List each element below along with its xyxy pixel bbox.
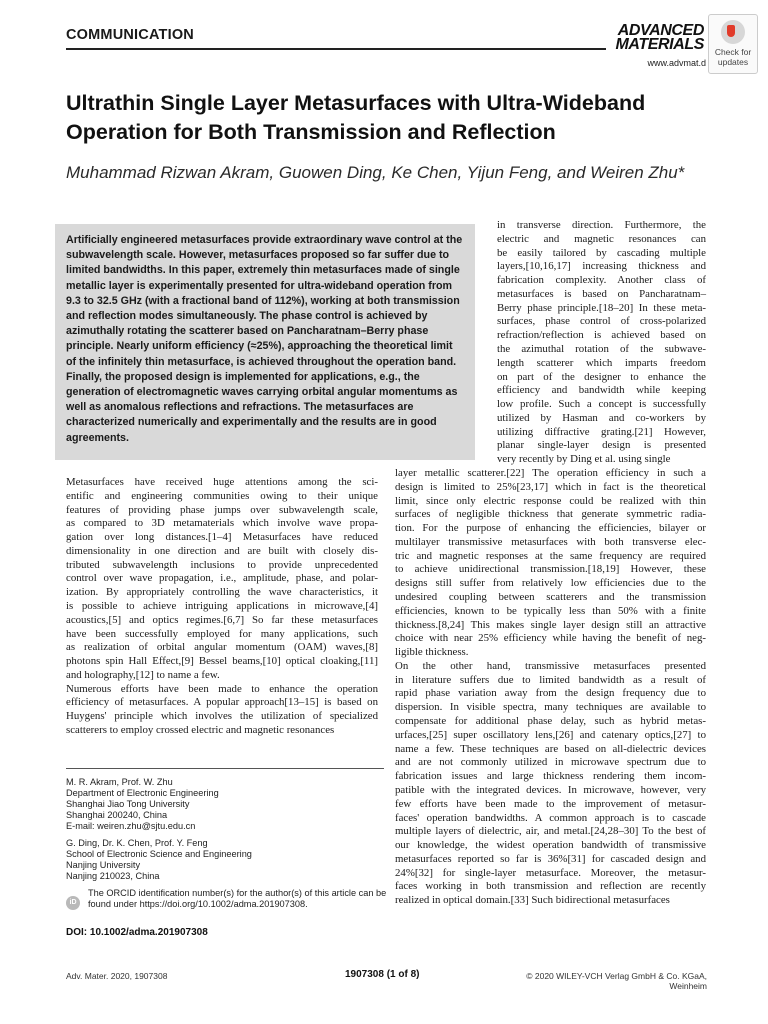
body-text-line: layers,[10,16,17] increasing thickness and [497, 260, 706, 273]
section-label: COMMUNICATION [66, 27, 194, 43]
body-text-line: entific and engineering communities owing to their unique [66, 489, 378, 502]
affiliation-line: G. Ding, Dr. K. Chen, Prof. Y. Feng [66, 838, 208, 848]
logo-line-1: ADVANCED [617, 22, 704, 39]
body-text-line: 24%[32] for single-layer metasurface. Moreover, the metasur- [395, 866, 706, 879]
affiliation-line: Shanghai Jiao Tong University [66, 799, 190, 809]
body-text-line: and holography,[12] to name a few. [66, 668, 220, 681]
body-text-line: Berry phase principle.[18–20] In these meta- [497, 301, 706, 314]
check-updates-label: Check for updates [714, 47, 752, 67]
body-text-line: dispersion. In visible spectra, many techniques are available to [395, 701, 706, 714]
body-text-line: fabrication issues and large thickness rendering them incom- [395, 770, 706, 783]
body-text-line: faces working in both transmission and reflection are recently [395, 880, 706, 893]
body-text-line: realized in optical domain.[33] Such bidirectional metasurfaces [395, 894, 670, 907]
body-text-line: as compared to 3D metamaterials which involve wave propa- [66, 517, 378, 530]
body-text-line: undesired coupling between scatterers and the transmission [395, 591, 706, 604]
abstract-box: Artificially engineered metasurfaces provide extraordinary wave control at the subwavelength scale. However, metasurfaces proposed so far suffer due to limited bandwidths. In this paper, extremely thin metasurfaces made of single metallic layer is experimentally presented for ultra-wideband operation from 9.3 to 32.5 GHz (with a fractional band of 112%), working at both transmission and reflection modes simultaneously. The phase control is achieved by azimuthally rotating the scatterer based on Pancharatnam–Berry phase principle. Nearly uniform efficiency (≈25%), approaching the theoretical limit of the infinitely thin metasurface, is achieved throughout the operation band. Finally, the proposed design is implemented for applications, e.g., the generation of electromagnetic waves carrying orbital angular momentums as well as anomalous reflections and refractions. The metasurfaces are characterized numerically and experimentally and the results are in good agreements. [55, 224, 475, 460]
body-text-line: control over wave propagation, i.e., amplitude, phase, and polar- [66, 572, 378, 585]
affiliation-line[interactable]: E-mail: weiren.zhu@sjtu.edu.cn [66, 821, 196, 831]
body-text-line: multilayer transmissive metasurfaces with both transverse elec- [395, 535, 706, 548]
body-text-line: surfaces of negligible thickness that generate symmetric radia- [395, 508, 706, 521]
body-text-line: layer metallic scatterer.[22] The operation efficiency in such a [395, 467, 706, 479]
affiliation-line: Nanjing University [66, 860, 141, 870]
body-text-line: to achieve unidirectional transmission.[18,19] However, these [395, 563, 706, 576]
body-text-line: very recently by Ding et al. using single [497, 453, 671, 466]
body-text-line: rapid phase variation away from the design frequency due to [395, 687, 706, 700]
header-rule [66, 48, 606, 50]
body-text-line: low profile. Such a concept is successfully [497, 398, 706, 411]
journal-logo[interactable] [606, 24, 704, 52]
body-text-line: fabrication complexity. Another class of [497, 274, 706, 287]
body-text-line: limit, since only electric response could be realized with thin [395, 494, 706, 507]
check-for-updates-badge[interactable] [708, 14, 758, 74]
affiliation-line: School of Electronic Science and Engineering [66, 849, 252, 859]
body-text-line: our knowledge, the widest operation bandwidth of transmissive [395, 839, 706, 852]
affiliation-line: M. R. Akram, Prof. W. Zhu [66, 777, 173, 787]
body-text-line: choice with near 25% efficiency while having the benefit of neg- [395, 632, 706, 645]
body-text-line: patible with the integrated devices. In microwave, however, very [395, 783, 706, 796]
body-text-line: few efforts have been made to the improvement of metasur- [395, 797, 706, 810]
body-text-line: efficiency and bandwidth while keeping [497, 384, 706, 397]
orcid-icon[interactable]: iD [66, 896, 80, 910]
affiliation-line: Department of Electronic Engineering [66, 788, 219, 798]
logo-line-2: MATERIALS [615, 36, 704, 53]
body-text-line: urfaces,[25] super oscillatory lens,[26] and catenary optics,[27] to [395, 728, 706, 741]
body-text-line: scatterers to employ crossed electric and magnetic resonances [66, 724, 335, 737]
body-text-line: have been successfully employed for many applications, such [66, 627, 378, 640]
body-text-line: refraction/reflection is achieved based on [497, 329, 706, 342]
article-title: Ultrathin Single Layer Metasurfaces with Ultra-Wideband Operation for Both Transmission and Reflection [66, 91, 646, 144]
body-text-line: ization. By appropriately controlling the wave characteristics, it [66, 586, 378, 599]
body-text-line: on part of the designer to enhance the [497, 370, 706, 383]
body-text-line: ligible thickness. [395, 646, 469, 659]
body-text-line: tributed subwavelength inclusions to provide unprecedented [66, 558, 378, 571]
orcid-note: The ORCID identification number(s) for the author(s) of this article can be found under https://doi.org/10.1002/adma.201907308. [88, 888, 387, 910]
body-text-line: designs still suffer from relatively low efficiencies due to the [395, 577, 706, 590]
footer-journal: Adv. Mater. 2020, 1907308 [66, 971, 168, 981]
body-text-line: as realization of orbital angular momentum (OAM) waves,[8] [66, 641, 378, 654]
body-text-line: efficiency of metasurfaces. A popular approach[13–15] is based on [66, 696, 378, 709]
body-text-line: Numerous efforts have been made to enhance the operation [66, 682, 378, 695]
body-text-line: acoustics,[5] and optics regimes.[6,7] So far these metasurfaces [66, 613, 378, 626]
affiliation-line: Nanjing 210023, China [66, 871, 160, 881]
journal-url[interactable]: www.advmat.d [647, 58, 706, 68]
body-text-line: efficiencies, known to be typically less than 50% with a finite [395, 604, 706, 617]
body-text-line: faces' operation bandwidths. A common approach is to cascade [395, 811, 706, 824]
body-text-line: design is limited to 25%[23,17] which in fact is the theoretical [395, 480, 706, 493]
footer-copyright: © 2020 WILEY-VCH Verlag GmbH & Co. KGaA, Weinheim [526, 971, 707, 991]
body-text-line: multiple layers of dielectric, air, and metal.[24,28–30] To the best of [395, 825, 706, 838]
body-text-line: the azimuthal rotation of the subwave- [497, 343, 706, 356]
body-text-line: On the other hand, transmissive metasurfaces presented [395, 659, 706, 672]
body-text-line: surfaces, phase control of cross-polarized [497, 315, 706, 328]
affiliation-line: Shanghai 200240, China [66, 810, 168, 820]
body-text-line: thickness.[8,24] This makes single layer design still an attractive [395, 618, 706, 631]
body-text-line: name a few. These techniques are based on all-dielectric devices [395, 742, 706, 755]
body-text-line: in transverse direction. Furthermore, the [497, 219, 706, 231]
body-text-line: Huygens' principle which involves the utilization of specialized [66, 710, 378, 723]
body-text-line: tric and magnetic responses at the same frequency are required [395, 549, 706, 562]
body-text-line: metasurfaces reported so far is 36%[31] for cascaded design and [395, 852, 706, 865]
affiliation-divider [66, 768, 384, 769]
bookmark-icon [727, 25, 735, 37]
body-text-line: be easily tailored by cascading multiple [497, 246, 706, 259]
body-text-line: compensate for additional phase delay, such as hybrid metas- [395, 715, 706, 728]
body-text-line: planar single-layer design is presented [497, 439, 706, 452]
body-text-line: tion. For the purpose of enhancing the efficiencies, bilayer or [395, 522, 706, 535]
body-text-line: features of providing phase jumps over subwavelength scale, [66, 503, 378, 516]
body-text-line: photons spin Hall Effect,[9] Bessel beams,[10] optical cloaking,[11] [66, 655, 378, 668]
body-text-line: is possible to achieve intriguing applications in microwave,[4] [66, 600, 378, 613]
doi-link[interactable]: DOI: 10.1002/adma.201907308 [66, 927, 208, 938]
body-text-line: electric and magnetic resonances can [497, 232, 706, 245]
body-text-line: and are not commonly utilized in microwave spectrum due to [395, 756, 706, 769]
author-list: Muhammad Rizwan Akram, Guowen Ding, Ke Chen, Yijun Feng, and Weiren Zhu* [66, 163, 685, 182]
body-text-line: gation over long distances.[1–4] Metasurfaces have reduced [66, 531, 378, 544]
body-text-line: utilized by Hasman and co-workers by [497, 411, 706, 424]
body-text-line: Metasurfaces have received huge attentions among the sci- [66, 476, 378, 488]
body-text-line: utilizing diffractive grating.[21] However, [497, 425, 706, 438]
body-text-line: dimensionality in one direction and are built with closely dis- [66, 544, 378, 557]
body-text-line: length scatterer which imparts freedom [497, 356, 706, 369]
body-text-line: metasurfaces is based on Pancharatnam– [497, 287, 706, 300]
footer-page-number: 1907308 (1 of 8) [345, 969, 420, 980]
body-text-line: in literature suffers due to limited bandwidth as a result of [395, 673, 706, 686]
